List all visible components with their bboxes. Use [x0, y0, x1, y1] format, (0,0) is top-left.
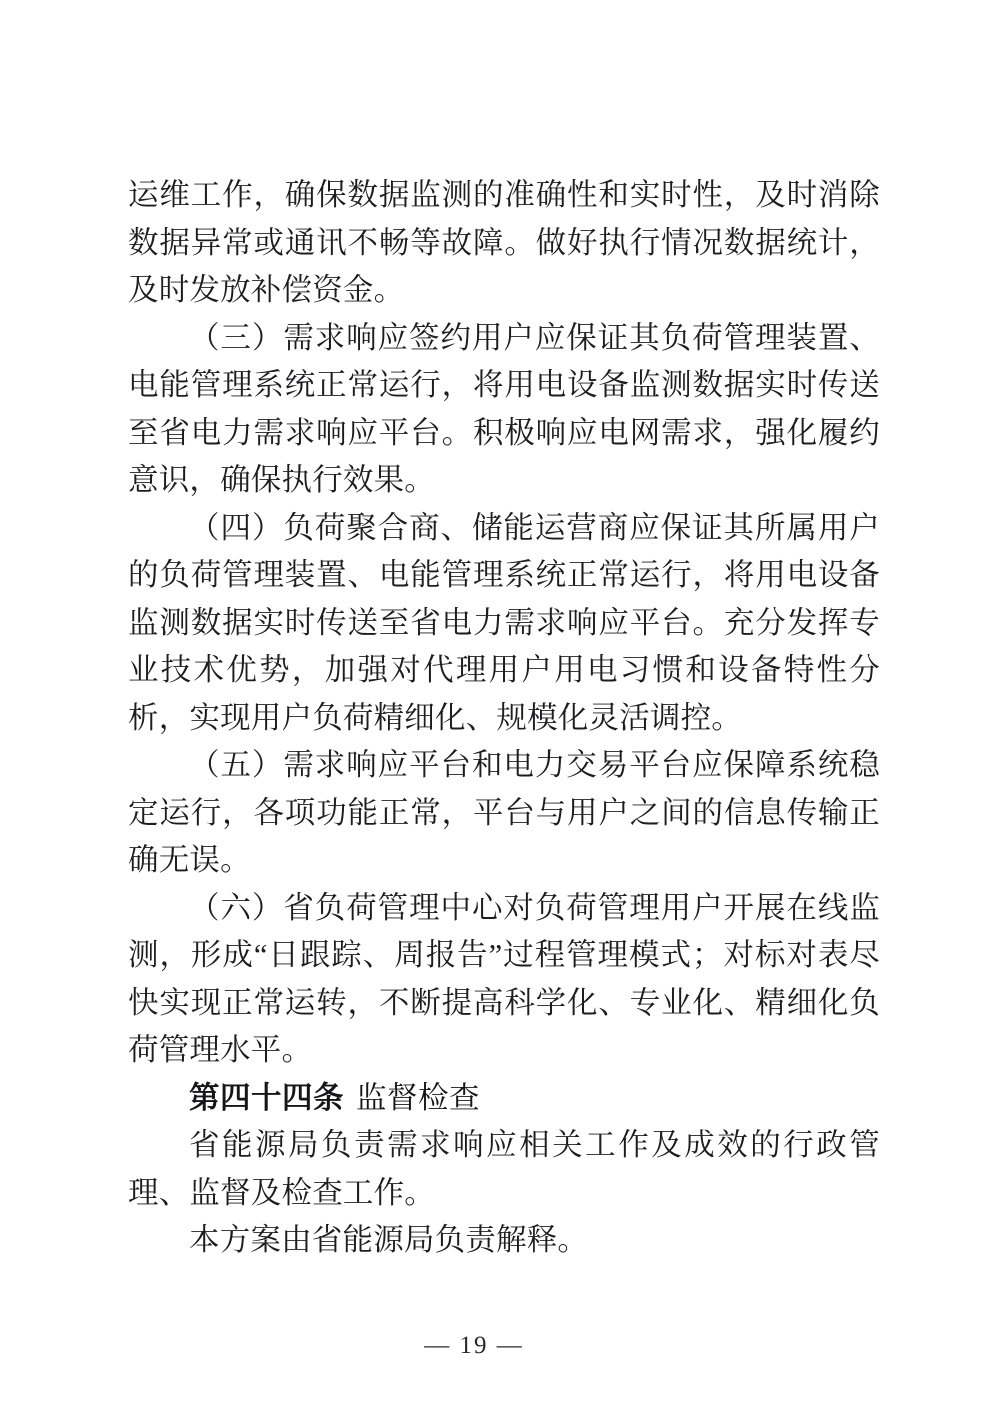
page-footer [0, 1332, 1000, 1360]
article-number: 第四十四条 [189, 1080, 344, 1115]
page-content [128, 172, 880, 1265]
paragraph-item-6: （六）省负荷管理中心对负荷管理用户开展在线监测，形成“日跟踪、周报告”过程管理模式；对标对表尽快实现正常运转，不断提高科学化、专业化、精细化负荷管理水平。 [128, 890, 880, 1067]
article-heading [128, 1075, 880, 1123]
paragraph-item-5: （五）需求响应平台和电力交易平台应保障系统稳定运行，各项功能正常，平台与用户之间的信息传输正确无误。 [128, 748, 880, 877]
paragraph-interpretation: 本方案由省能源局负责解释。 [189, 1223, 589, 1257]
article-title: 监督检查 [356, 1080, 480, 1115]
paragraph-item-4: （四）负荷聚合商、储能运营商应保证其所属用户的负荷管理装置、电能管理系统正常运行，将用电设备监测数据实时传送至省电力需求响应平台。充分发挥专业技术优势，加强对代理用户用电习惯和设备特性分析，实现用户负荷精细化、规模化灵活调控。 [128, 510, 880, 735]
paragraph-item-3: （三）需求响应签约用户应保证其负荷管理装置、电能管理系统正常运行，将用电设备监测数据实时传送至省电力需求响应平台。积极响应电网需求，强化履约意识，确保执行效果。 [128, 320, 880, 497]
page-number: — 19 — [424, 1332, 524, 1359]
paragraph-continued: 运维工作，确保数据监测的准确性和实时性，及时消除数据异常或通讯不畅等故障。做好执行情况数据统计，及时发放补偿资金。 [128, 178, 880, 307]
paragraph-article-44-body: 省能源局负责需求响应相关工作及成效的行政管理、监督及检查工作。 [128, 1128, 880, 1210]
